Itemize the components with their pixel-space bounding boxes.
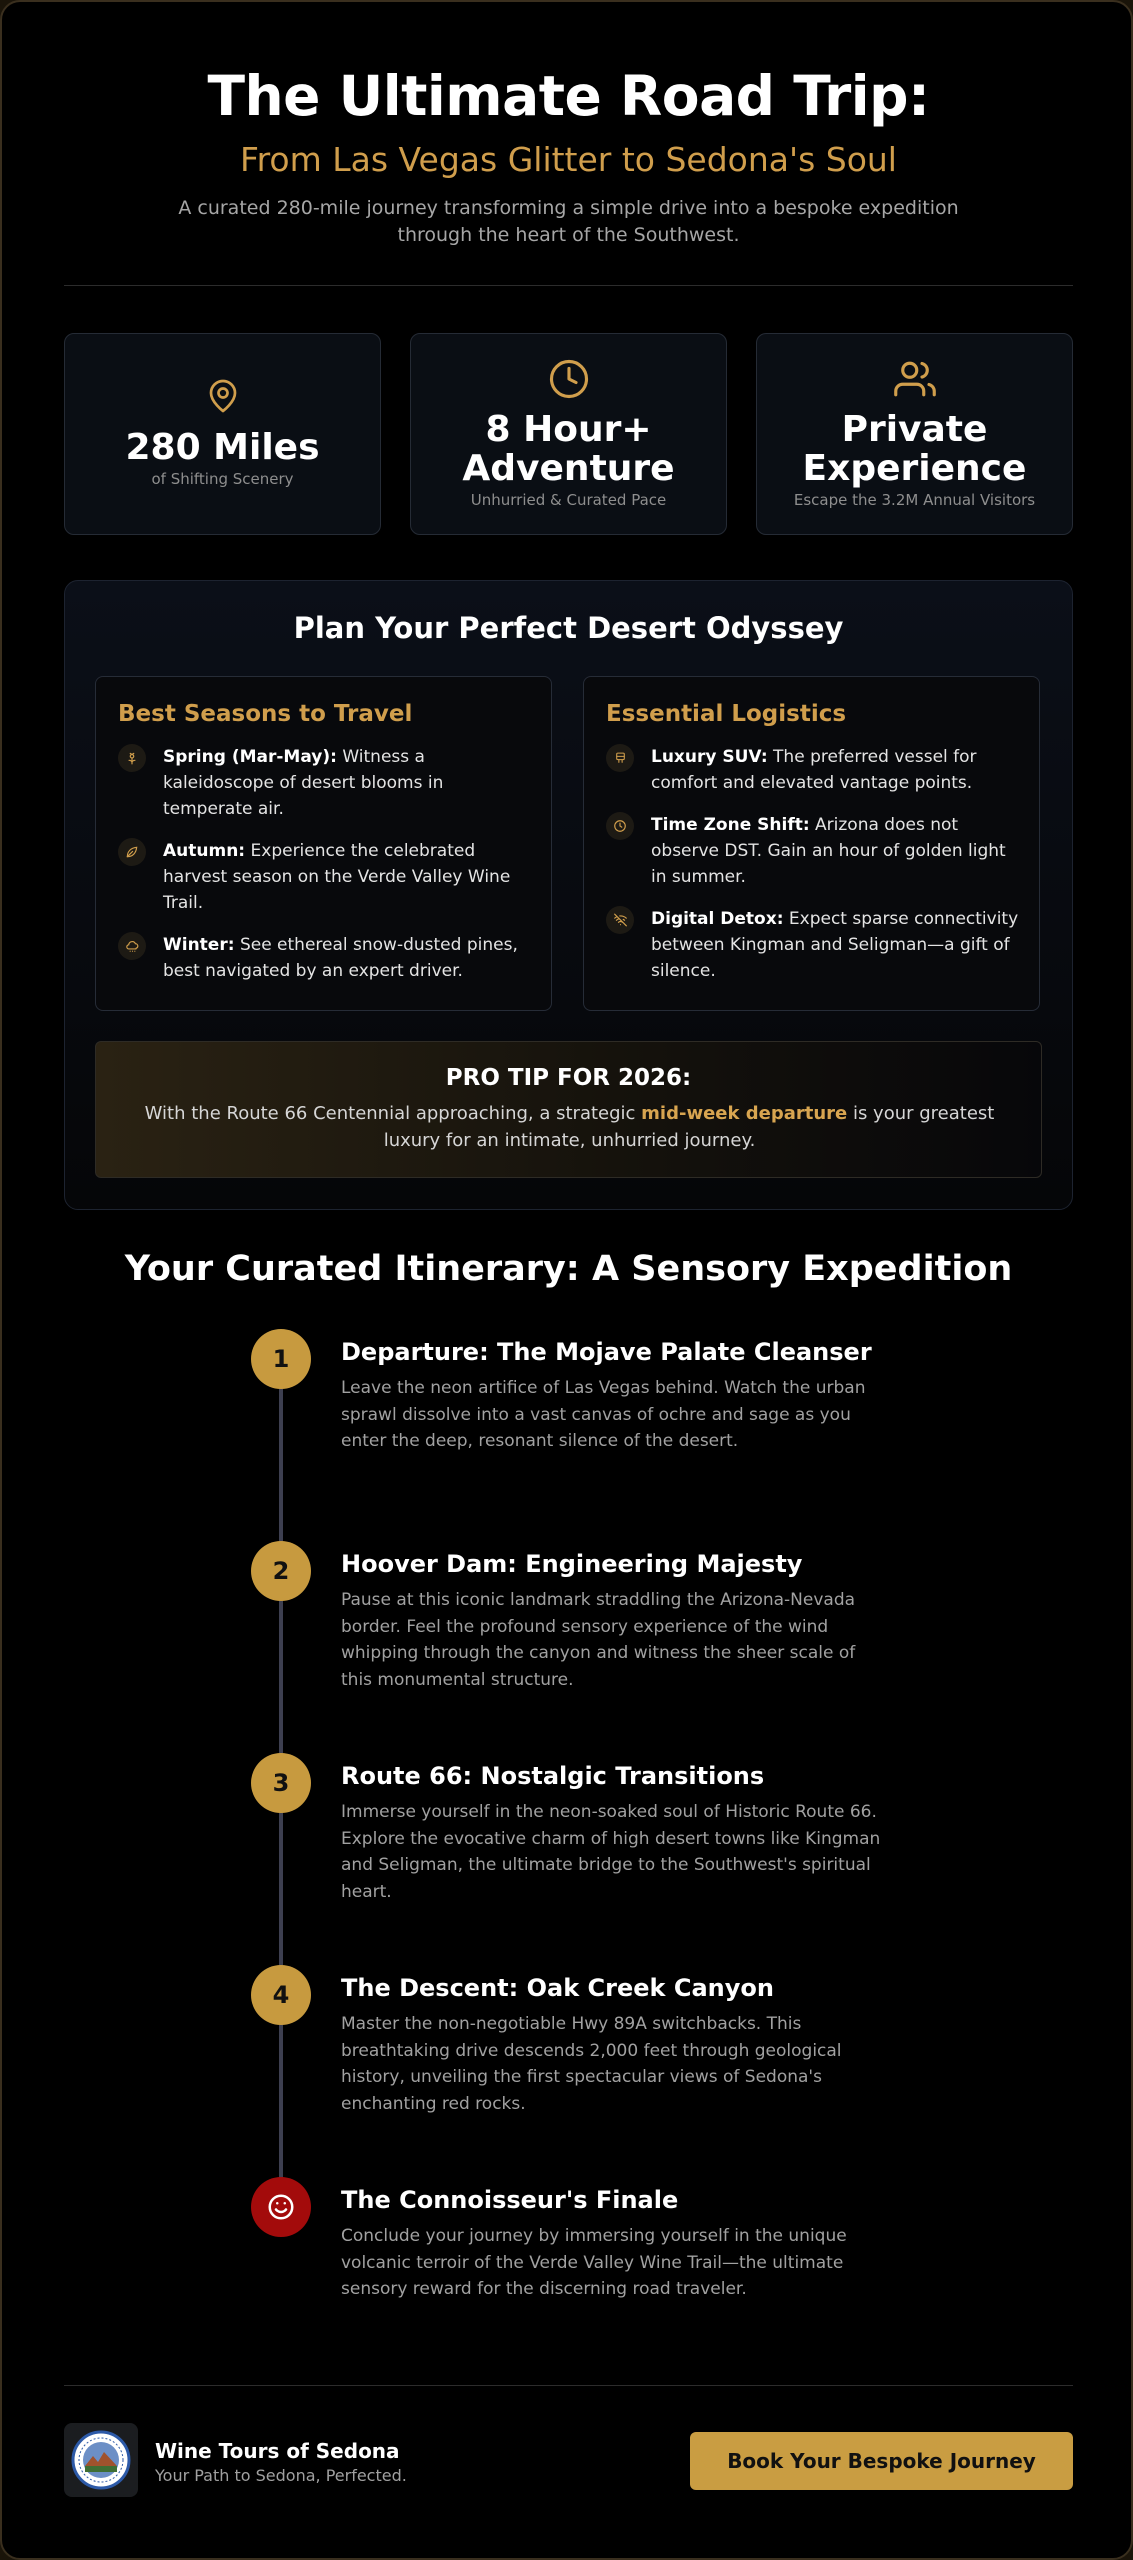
brand-name: Wine Tours of Sedona (155, 2439, 400, 2463)
stat-caption: Escape the 3.2M Annual Visitors (793, 491, 1036, 509)
seasons-title: Best Seasons to Travel (118, 701, 413, 727)
smile-icon (266, 2192, 296, 2222)
page-title: The Ultimate Road Trip: (207, 64, 930, 128)
step-badge-3: 3 (251, 1753, 311, 1813)
footer-divider (64, 2385, 1073, 2386)
season-label: Winter: (163, 935, 235, 955)
season-label: Autumn: (163, 841, 246, 861)
logistics-text: The preferred vessel for comfort and elevated vantage points. (651, 747, 977, 793)
users-icon (892, 358, 938, 400)
page-subtitle: From Las Vegas Glitter to Sedona's Soul (240, 140, 897, 179)
stat-card-duration (410, 333, 727, 535)
plan-title: Plan Your Perfect Desert Odyssey (293, 611, 844, 645)
seasons-card (95, 676, 552, 1011)
step-badge-1: 1 (251, 1329, 311, 1389)
logistics-text: Arizona does not observe DST. Gain an hour of golden light in summer. (651, 815, 1006, 887)
step-description: Conclude your journey by immersing yourself in the unique volcanic terroir of the Verde Valley Wine Trail—the ultimate sensory reward for the discerning road traveler. (341, 2226, 847, 2299)
season-text: Witness a kaleidoscope of desert blooms in temperate air. (163, 747, 444, 819)
brand-logo (64, 2423, 138, 2497)
header-divider (64, 285, 1073, 286)
step-description: Pause at this iconic landmark straddling the Arizona-Nevada border. Feel the profound sensory experience of the wind whipping through the canyon and witness the sheer scale of this monumental structure. (341, 1590, 856, 1690)
stat-value-line2: Experience (802, 448, 1027, 489)
step-title: Route 66: Nostalgic Transitions (341, 1762, 765, 1790)
plan-section (64, 580, 1073, 1210)
step-title: The Descent: Oak Creek Canyon (341, 1974, 774, 2002)
pro-tip-highlight: mid-week departure (641, 1103, 848, 1124)
step-badge-4: 4 (251, 1965, 311, 2025)
step-badge-2: 2 (251, 1541, 311, 1601)
step-description: Master the non-negotiable Hwy 89A switchbacks. This breathtaking drive descends 2,000 feet through geological history, unveiling the first spectacular views of Sedona's enchanting red rocks. (341, 2014, 842, 2114)
pro-tip-title: PRO TIP FOR 2026: (445, 1065, 692, 1091)
logistics-label: Luxury SUV: (651, 747, 768, 767)
book-journey-button[interactable]: Book Your Bespoke Journey (690, 2432, 1073, 2490)
clock-icon (548, 358, 590, 400)
step-description: Immerse yourself in the neon-soaked soul of Historic Route 66. Explore the evocative charm of high desert towns like Kingman and Seligman, the ultimate bridge to the Southwest's spiritual heart. (341, 1802, 881, 1902)
map-pin-icon (205, 376, 241, 416)
step-title: The Connoisseur's Finale (341, 2186, 679, 2214)
logistics-label: Time Zone Shift: (651, 815, 810, 835)
brand-tagline: Your Path to Sedona, Perfected. (155, 2466, 407, 2485)
step-description: Leave the neon artifice of Las Vegas behind. Watch the urban sprawl dissolve into a vast canvas of ochre and sage as you enter the deep, resonant silence of the desert. (341, 1378, 866, 1451)
pro-tip-box (95, 1041, 1042, 1178)
itinerary-title: Your Curated Itinerary: A Sensory Expedition (124, 1249, 1013, 1289)
stat-caption: Unhurried & Curated Pace (470, 491, 667, 509)
pro-tip-text: With the Route 66 Centennial approaching, a strategic mid-week departure is your greatest luxury for an intimate, unhurried journey. (144, 1103, 995, 1151)
step-title: Departure: The Mojave Palate Cleanser (341, 1338, 872, 1366)
season-text: Experience the celebrated harvest season on the Verde Valley Wine Trail. (163, 841, 511, 913)
stat-value-line1: 8 Hour+ (485, 409, 652, 450)
season-label: Spring (Mar-May): (163, 747, 337, 767)
flower-icon (118, 744, 146, 772)
season-text: See ethereal snow-dusted pines, best navigated by an expert driver. (163, 935, 518, 981)
stat-card-private (756, 333, 1073, 535)
stat-value-line1: Private (841, 409, 988, 450)
leaf-icon (118, 838, 146, 866)
logistics-title: Essential Logistics (606, 701, 847, 727)
stat-value-line2: Adventure (462, 448, 675, 489)
stat-caption: of Shifting Scenery (151, 470, 294, 488)
stat-card-distance (64, 333, 381, 535)
stat-value: 280 Miles (125, 427, 320, 468)
step-badge-finale (251, 2177, 311, 2237)
logistics-label: Digital Detox: (651, 909, 784, 929)
wifi-off-icon (606, 906, 634, 934)
clock-icon (606, 812, 634, 840)
logistics-text: Expect sparse connectivity between Kingman and Seligman—a gift of silence. (651, 909, 1019, 981)
seal-icon (71, 2430, 131, 2490)
cloud-snow-icon (118, 932, 146, 960)
page-description: A curated 280-mile journey transforming a simple drive into a bespoke expedition through the heart of the Southwest. (178, 197, 959, 246)
logistics-card (583, 676, 1040, 1011)
step-title: Hoover Dam: Engineering Majesty (341, 1550, 803, 1578)
car-icon (606, 744, 634, 772)
